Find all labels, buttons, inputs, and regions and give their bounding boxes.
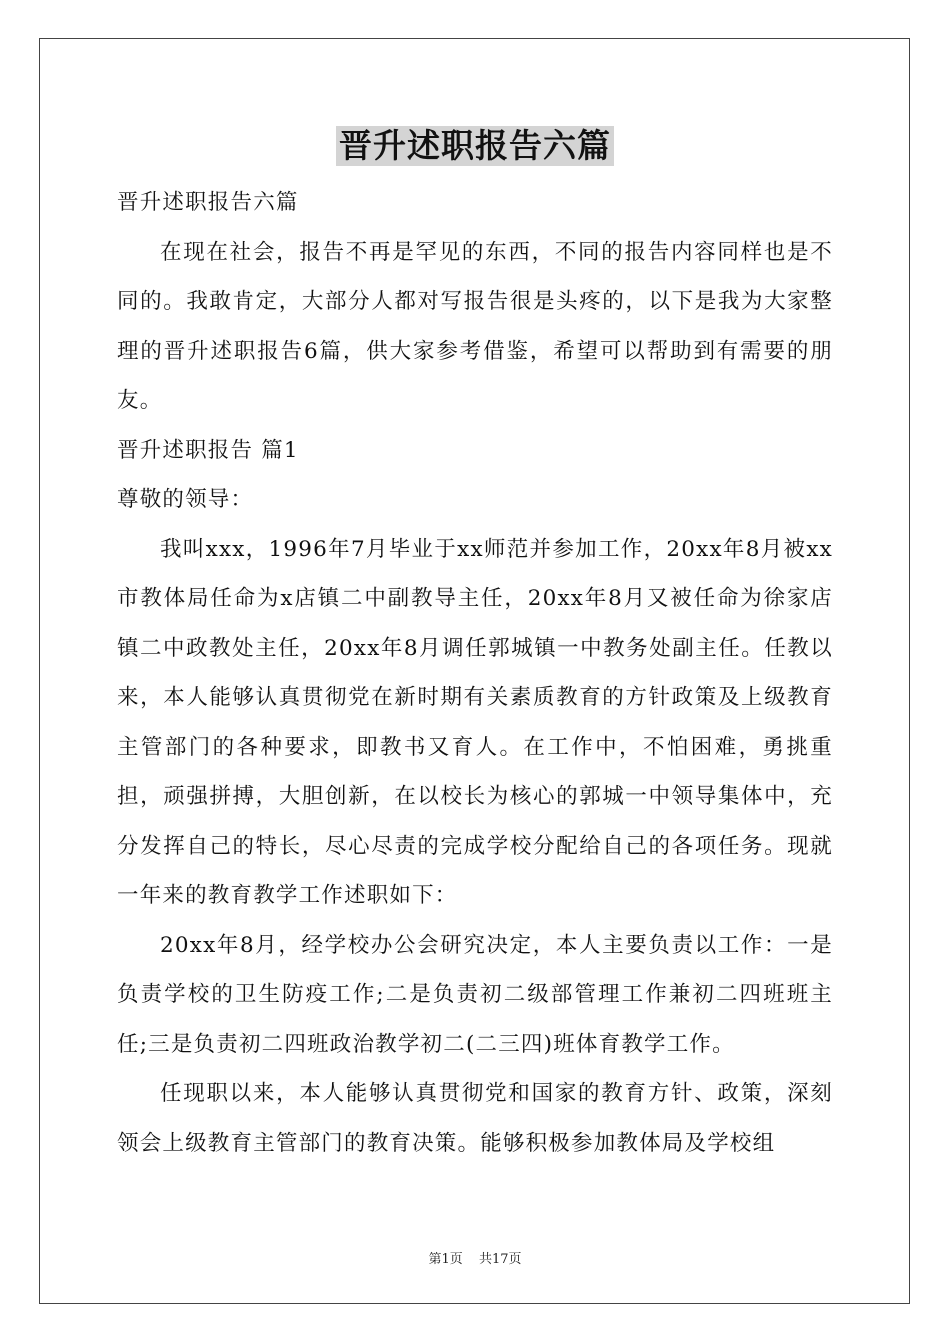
page-total: 共17页 [478,1252,522,1267]
page-footer [0,1248,950,1267]
paragraph: 晋升述职报告 篇1 [117,437,299,463]
paragraph: 我叫xxx，1996年7月毕业于xx师范并参加工作，20xx年8月被xx市教体局任命为x店镇二中副教导主任，20xx年8月又被任命为徐家店镇二中政教处主任，20xx年8月调任郭城镇一中教务处副主任。任教以来，本人能够认真贯彻党在新时期有关素质教育的方针政策及上级教育主管部门的各种要求，即教书又育人。在工作中，不怕困难，勇挑重担，顽强拼搏，大胆创新，在以校长为核心的郭城一中领导集体中，充分发挥自己的特长，尽心尽责的完成学校分配给自己的各项任务。现就一年来的教育教学工作述职如下： [117,536,833,908]
document-title: 晋升述职报告六篇 [336,126,614,166]
document-body [117,178,833,1168]
paragraph: 在现在社会，报告不再是罕见的东西，不同的报告内容同样也是不同的。我敢肯定，大部分人都对写报告很是头疼的，以下是我为大家整理的晋升述职报告6篇，供大家参考借鉴，希望可以帮助到有需要的朋友。 [117,239,833,413]
paragraph: 晋升述职报告六篇 [117,190,299,215]
paragraph: 20xx年8月，经学校办公会研究决定，本人主要负责以工作：一是负责学校的卫生防疫工作;二是负责初二级部管理工作兼初二四班班主任;三是负责初二四班政治教学初二(二三四)班体育教学工作。 [117,932,833,1057]
page-number: 第1页 [428,1252,463,1267]
paragraph: 任现职以来，本人能够认真贯彻党和国家的教育方针、政策，深刻领会上级教育主管部门的教育决策。能够积极参加教体局及学校组 [117,1081,833,1156]
title-wrap [0,126,950,166]
paragraph: 尊敬的领导： [117,487,254,512]
